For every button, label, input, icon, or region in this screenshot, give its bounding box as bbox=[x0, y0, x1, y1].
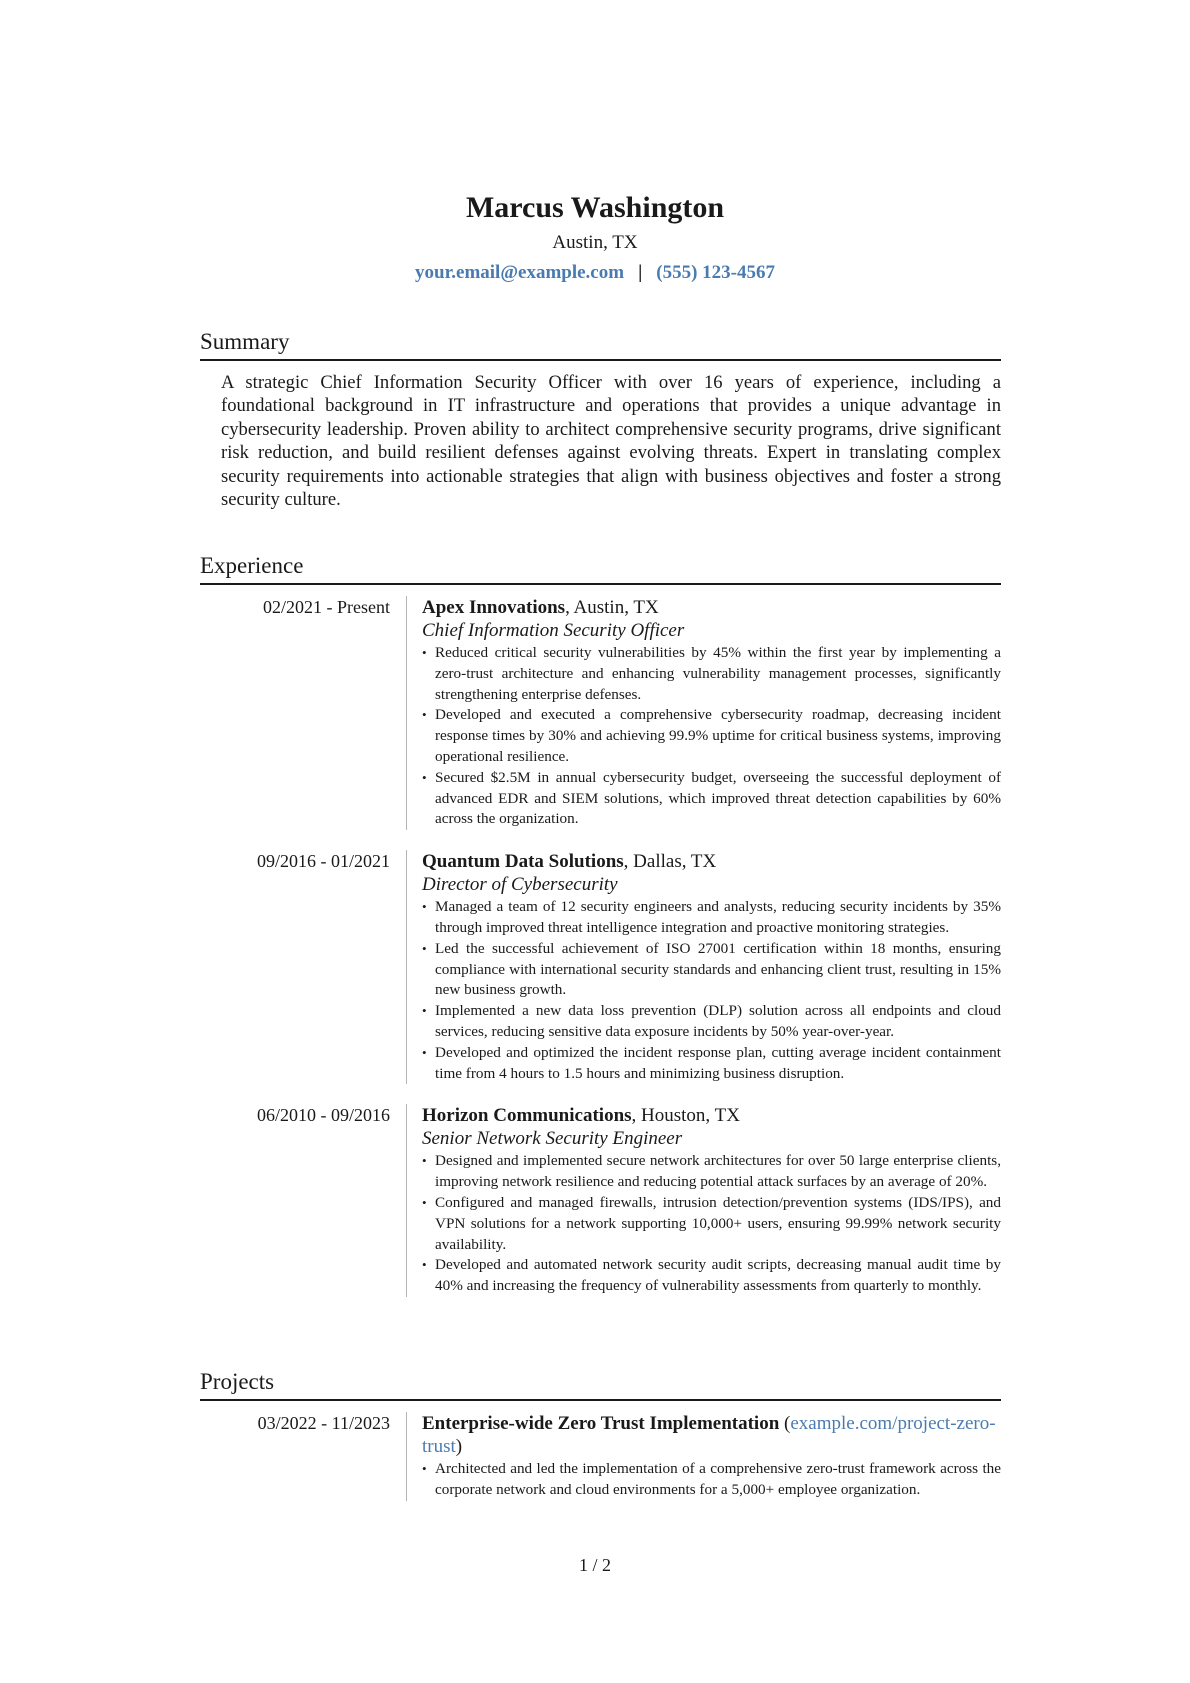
entry-divider bbox=[406, 596, 407, 830]
achievement-item: • Reduced critical security vulnerabilities by 45% within the first year by implementing a zero-trust architecture and enhancing vulnerability management processes, significantly strengthening enterprise defenses. bbox=[422, 643, 1001, 705]
company-name: Horizon Communications bbox=[422, 1105, 632, 1127]
summary-heading: Summary bbox=[200, 328, 1001, 361]
entry-date: 06/2010 - 09/2016 bbox=[257, 1105, 390, 1126]
page-number: 1 / 2 bbox=[578, 1555, 611, 1575]
paren-close: ) bbox=[455, 1436, 463, 1457]
experience-section bbox=[200, 552, 1001, 1297]
achievement-item: • Implemented a new data loss prevention (DLP) solution across all endpoints and cloud services, reducing sensitive data exposure incidents by 50% year-over-year. bbox=[422, 1001, 1001, 1043]
paren-open: ( bbox=[779, 1413, 791, 1434]
experience-heading: Experience bbox=[200, 552, 1001, 585]
experience-entry bbox=[200, 1104, 1001, 1297]
project-name: Enterprise-wide Zero Trust Implementation bbox=[422, 1413, 780, 1434]
resume-header bbox=[0, 190, 1190, 285]
achievement-list bbox=[422, 897, 1001, 1084]
entry-divider bbox=[406, 850, 407, 1084]
summary-section bbox=[200, 328, 1001, 511]
summary-text: A strategic Chief Information Security Officer with over 16 years of experience, including a foundational background in IT infrastructure and operations that provides a unique advantage in cybersecurity leadership. Proven ability to architect comprehensive security programs, drive significant risk reduction, and build resilient defenses against evolving threats. Expert in translating complex security requirements into actionable strategies that align with business objectives and foster a strong security culture. bbox=[221, 372, 1001, 511]
achievement-list bbox=[422, 643, 1001, 830]
job-title: Director of Cybersecurity bbox=[422, 874, 618, 896]
entry-heading bbox=[422, 850, 1001, 873]
achievement-item: • Configured and managed firewalls, intrusion detection/prevention systems (IDS/IPS), and VPN solutions for a network supporting 10,000+ users, ensuring 99.99% network security availability. bbox=[422, 1193, 1001, 1255]
entry-heading bbox=[422, 596, 1001, 619]
achievement-item: • Secured $2.5M in annual cybersecurity budget, overseeing the successful deployment of advanced EDR and SIEM solutions, which improved threat detection capabilities by 60% across the organization. bbox=[422, 768, 1001, 830]
project-detail-item: • Architected and led the implementation of a comprehensive zero-trust framework across the corporate network and cloud environments for a 5,000+ employee organization. bbox=[422, 1459, 1001, 1501]
entry-body bbox=[422, 596, 1001, 830]
entry-divider bbox=[406, 1104, 407, 1297]
email-link[interactable]: your.email@example.com bbox=[415, 262, 625, 283]
job-title: Senior Network Security Engineer bbox=[422, 1128, 683, 1150]
phone-link[interactable]: (555) 123-4567 bbox=[656, 262, 775, 283]
entry-divider bbox=[406, 1412, 407, 1501]
project-link[interactable]: example.com/project-zero-trust bbox=[422, 1413, 996, 1457]
entry-date: 03/2022 - 11/2023 bbox=[257, 1413, 390, 1433]
candidate-location: Austin, TX bbox=[552, 232, 638, 253]
entry-body bbox=[422, 1412, 1001, 1501]
job-title: Chief Information Security Officer bbox=[422, 620, 685, 641]
company-location: , Dallas, TX bbox=[623, 851, 717, 873]
achievement-item: • Developed and optimized the incident response plan, cutting average incident containment time from 4 hours to 1.5 hours and minimizing business disruption. bbox=[422, 1043, 1001, 1085]
project-entry bbox=[200, 1412, 1001, 1501]
experience-entry bbox=[200, 596, 1001, 830]
entry-heading bbox=[422, 1104, 1001, 1127]
contact-separator: | bbox=[638, 262, 643, 283]
achievement-item: • Developed and automated network security audit scripts, decreasing manual audit time by 40% and increasing the frequency of vulnerability assessments from quarterly to monthly. bbox=[422, 1255, 1001, 1297]
project-heading bbox=[422, 1412, 1001, 1458]
entry-date: 02/2021 - Present bbox=[263, 597, 390, 617]
company-location: , Austin, TX bbox=[565, 597, 659, 618]
company-name: Quantum Data Solutions bbox=[422, 851, 624, 873]
company-name: Apex Innovations bbox=[422, 597, 566, 618]
achievement-item: • Developed and executed a comprehensive cybersecurity roadmap, decreasing incident response times by 30% and achieving 99.9% uptime for critical business systems, improving operational resilience. bbox=[422, 705, 1001, 767]
company-location: , Houston, TX bbox=[631, 1105, 740, 1127]
entry-body bbox=[422, 1104, 1001, 1297]
projects-section bbox=[200, 1368, 1001, 1501]
achievement-list bbox=[422, 1151, 1001, 1297]
project-detail-list bbox=[422, 1459, 1001, 1501]
entry-date: 09/2016 - 01/2021 bbox=[257, 851, 390, 872]
achievement-item: • Designed and implemented secure network architectures for over 50 large enterprise clients, improving network resilience and reducing potential attack surfaces by an average of 20%. bbox=[422, 1151, 1001, 1193]
achievement-item: • Managed a team of 12 security engineers and analysts, reducing security incidents by 35% through improved threat intelligence integration and proactive monitoring strategies. bbox=[422, 897, 1001, 939]
experience-entry bbox=[200, 850, 1001, 1084]
projects-heading: Projects bbox=[200, 1368, 1001, 1401]
entry-body bbox=[422, 850, 1001, 1084]
contact-line bbox=[0, 261, 1190, 285]
candidate-name: Marcus Washington bbox=[465, 191, 725, 224]
achievement-item: • Led the successful achievement of ISO 27001 certification within 18 months, ensuring compliance with international security standards and enhancing client trust, resulting in 15% new business growth. bbox=[422, 939, 1001, 1001]
